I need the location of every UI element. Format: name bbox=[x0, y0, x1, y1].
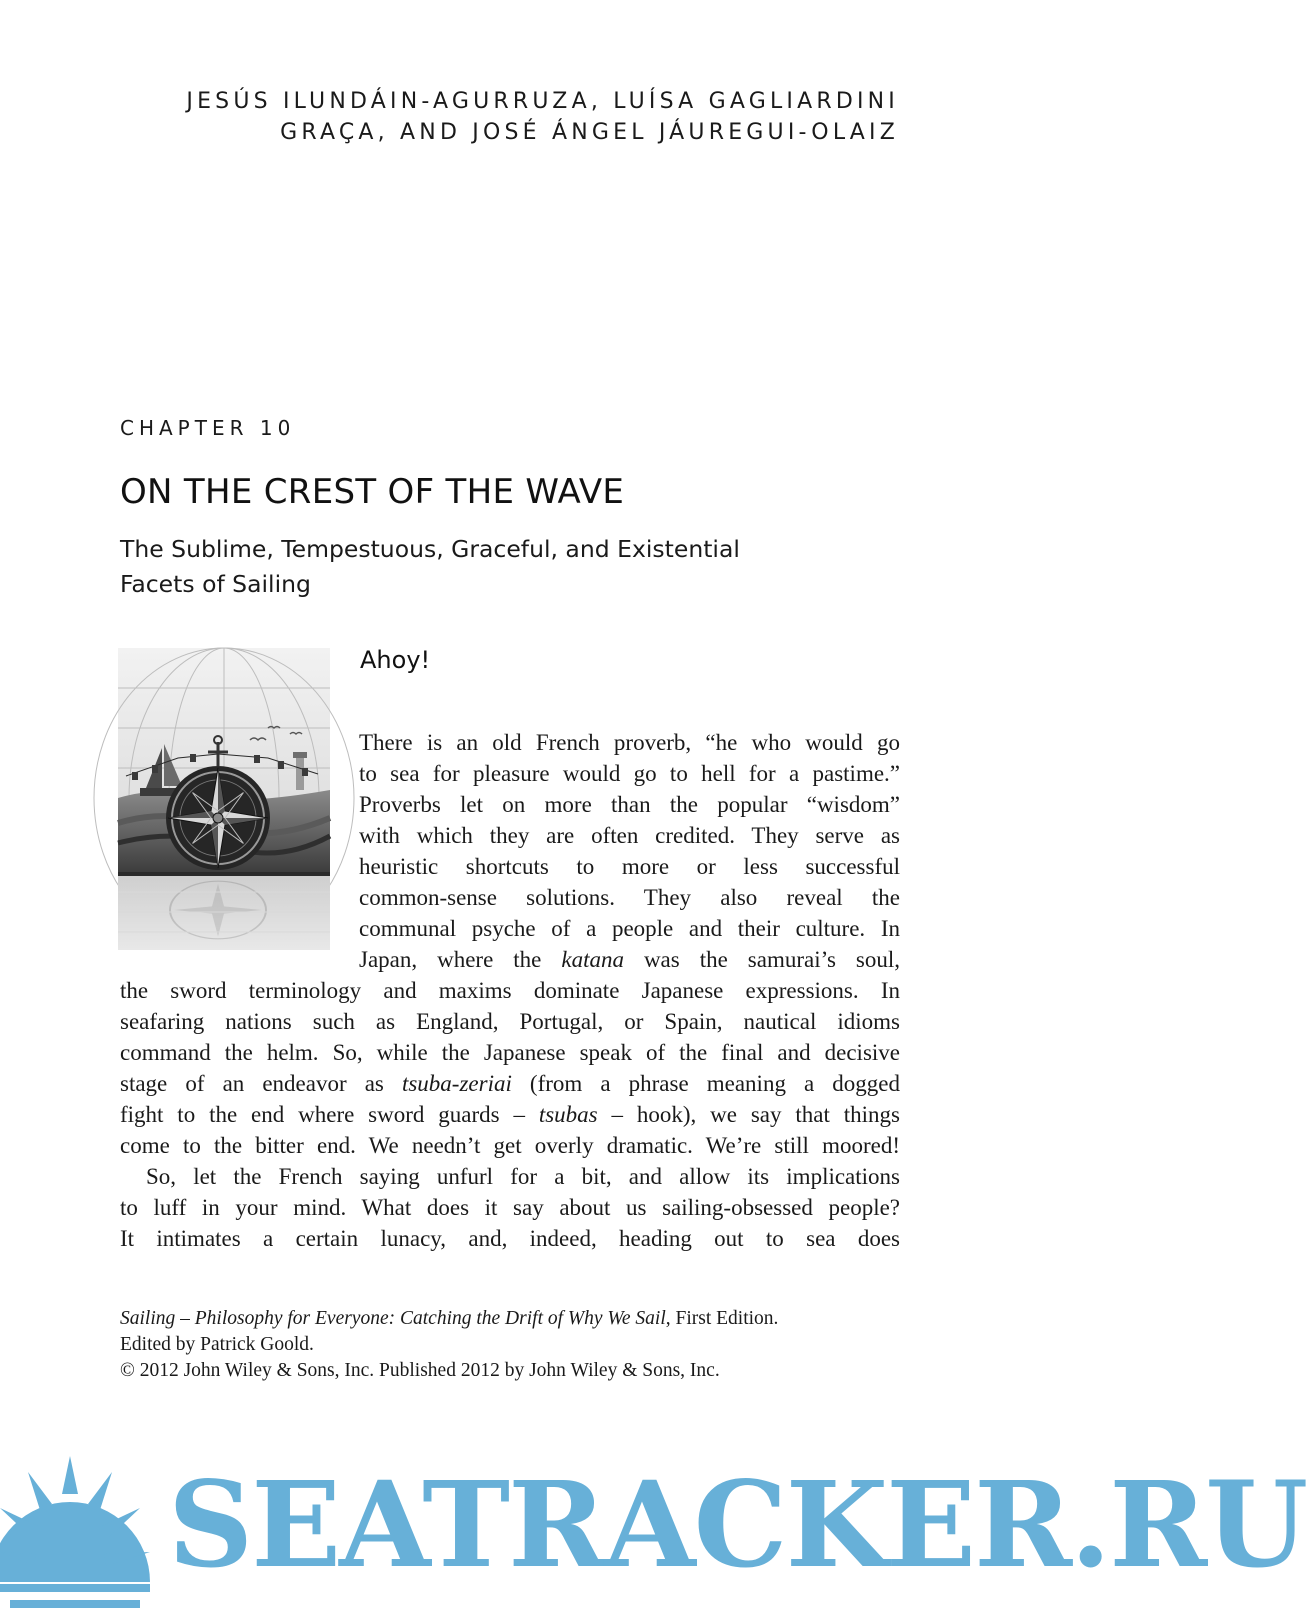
book-credits bbox=[120, 1306, 778, 1384]
body-line bbox=[120, 1099, 900, 1130]
edition: , First Edition. bbox=[665, 1308, 779, 1329]
body-line: It intimates a certain lunacy, and, indeed, heading out to sea does bbox=[120, 1226, 900, 1251]
fight-post: – hook), we say that things bbox=[597, 1102, 900, 1127]
compass-rose-icon bbox=[118, 648, 330, 950]
tsuba-zeriai-term: tsuba-zeriai bbox=[401, 1071, 512, 1096]
body-line: seafaring nations such as England, Portugal, or Spain, nautical idioms bbox=[120, 1009, 900, 1034]
credits-editor: Edited by Patrick Goold. bbox=[120, 1334, 314, 1355]
compass-illustration bbox=[118, 648, 330, 950]
section-heading: Ahoy! bbox=[360, 646, 431, 674]
body-line: to luff in your mind. What does it say about us sailing-obsessed people? bbox=[120, 1195, 900, 1220]
body-line: So, let the French saying unfurl for a bit, and allow its implications bbox=[146, 1164, 900, 1189]
tsubas-term: tsubas bbox=[538, 1102, 598, 1127]
body-paragraph-1-narrow bbox=[359, 727, 900, 975]
authors-line-1: JESÚS ILUNDÁIN-AGURRUZA, LUÍSA GAGLIARDINI bbox=[186, 89, 899, 114]
body-line: command the helm. So, while the Japanese speak of the final and decisive bbox=[120, 1040, 900, 1065]
authors-line-2: GRAÇA, AND JOSÉ ÁNGEL JÁUREGUI-OLAIZ bbox=[280, 120, 899, 145]
chapter-label: CHAPTER 10 bbox=[120, 416, 296, 440]
book-title: Sailing – Philosophy for Everyone: Catching the Drift of Why We Sail bbox=[120, 1308, 666, 1329]
katana-term: katana bbox=[561, 947, 624, 972]
body-line: There is an old French proverb, “he who would go bbox=[359, 730, 900, 755]
watermark-text: SEATRACKER.RU bbox=[168, 1455, 1306, 1594]
body-paragraph-1-wide bbox=[120, 975, 900, 1254]
stage-post: (from a phrase meaning a dogged bbox=[511, 1071, 901, 1096]
credits-copyright: © 2012 John Wiley & Sons, Inc. Published 2012 by John Wiley & Sons, Inc. bbox=[120, 1360, 720, 1381]
body-line: to sea for pleasure would go to hell for a pastime.” bbox=[359, 761, 900, 786]
body-line: come to the bitter end. We needn’t get overly dramatic. We’re still moored! bbox=[120, 1133, 900, 1158]
body-line: the sword terminology and maxims dominate Japanese expressions. In bbox=[120, 978, 900, 1003]
body-line bbox=[120, 1068, 900, 1099]
chapter-subtitle bbox=[120, 532, 800, 602]
credits-title-line bbox=[120, 1306, 778, 1332]
fight-pre: fight to the end where sword guards – bbox=[120, 1102, 539, 1127]
japan-post: was the samurai’s soul, bbox=[623, 947, 901, 972]
body-line: common-sense solutions. They also reveal the bbox=[359, 885, 900, 910]
japan-pre: Japan, where the bbox=[359, 947, 562, 972]
body-line: heuristic shortcuts to more or less successful bbox=[359, 854, 900, 879]
body-line bbox=[359, 944, 900, 975]
subtitle-line-2: Facets of Sailing bbox=[120, 570, 311, 598]
body-line: with which they are often credited. They serve as bbox=[359, 823, 900, 848]
stage-pre: stage of an endeavor as bbox=[120, 1071, 402, 1096]
body-line: Proverbs let on more than the popular “wisdom” bbox=[359, 792, 900, 817]
chapter-title: ON THE CREST OF THE WAVE bbox=[120, 472, 625, 512]
body-line: communal psyche of a people and their culture. In bbox=[359, 916, 900, 941]
chapter-authors bbox=[79, 86, 899, 148]
sun-logo-icon bbox=[0, 1456, 170, 1622]
subtitle-line-1: The Sublime, Tempestuous, Graceful, and Existential bbox=[120, 535, 740, 563]
